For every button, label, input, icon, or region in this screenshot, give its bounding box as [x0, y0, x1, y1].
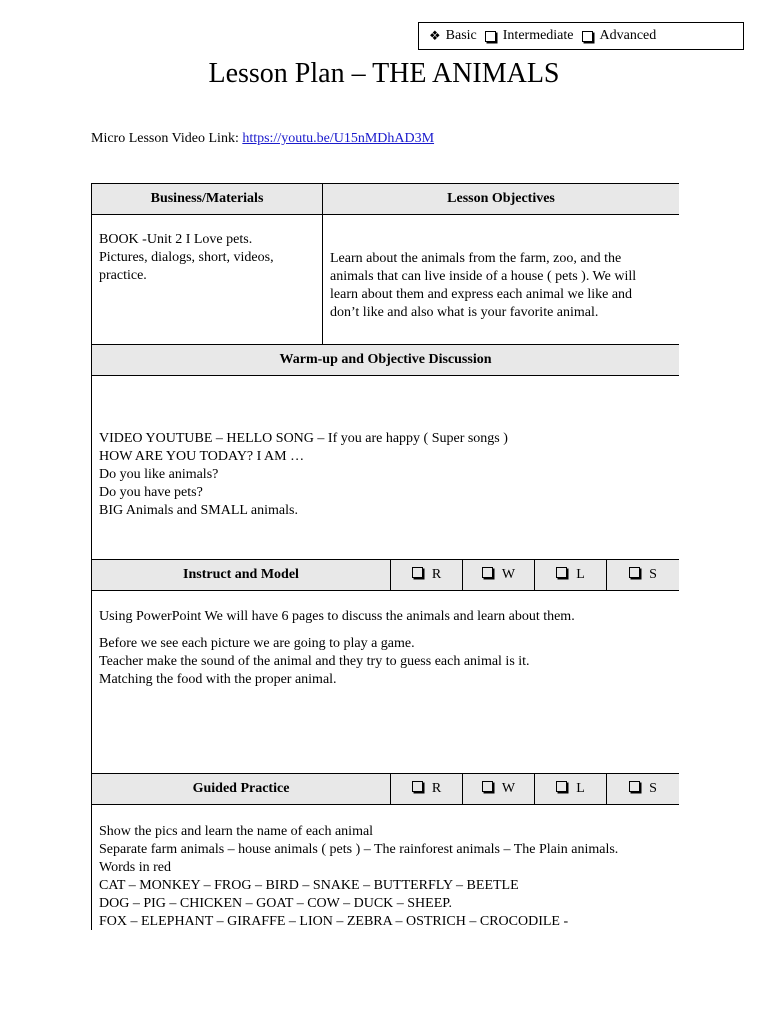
checkbox-icon[interactable]	[629, 781, 640, 792]
skill-label: S	[649, 781, 657, 796]
page-title: Lesson Plan – THE ANIMALS	[208, 58, 560, 89]
text-line: Using PowerPoint We will have 6 pages to discuss the animals and learn about them.	[99, 609, 575, 624]
skill-label: R	[431, 781, 442, 796]
skill-listening-checkbox[interactable]	[535, 774, 607, 805]
guided-text	[92, 805, 679, 930]
text-line: DOG – PIG – CHICKEN – GOAT – COW – DUCK – SHEEP.	[99, 896, 453, 911]
proficiency-level-selector	[418, 22, 744, 50]
skill-label: S	[649, 567, 657, 582]
skill-reading-checkbox[interactable]	[391, 774, 463, 805]
text-line: Words in red	[99, 860, 171, 875]
checkbox-icon[interactable]	[556, 781, 567, 792]
micro-lesson-label: Micro Lesson Video Link:	[91, 131, 243, 146]
text-line: Before we see each picture we are going to play a game.	[99, 636, 415, 651]
objectives-cell	[323, 215, 680, 345]
text-line: BIG Animals and SMALL animals.	[99, 503, 298, 518]
text-line: animals that can live inside of a house ( pets ). We will	[330, 269, 637, 284]
skill-label: W	[501, 781, 516, 796]
skill-label: L	[576, 567, 585, 582]
skill-speaking-checkbox[interactable]	[607, 774, 680, 805]
text-line: FOX – ELEPHANT – GIRAFFE – LION – ZEBRA – OSTRICH – CROCODILE -	[99, 914, 569, 929]
text-line: don’t like and also what is your favorite animal.	[330, 305, 599, 320]
checkbox-icon[interactable]	[629, 567, 640, 578]
checkbox-icon[interactable]	[582, 31, 593, 42]
text-line: Matching the food with the proper animal.	[99, 672, 337, 687]
text-line: Pictures, dialogs, short, videos,	[99, 250, 274, 265]
materials-text	[92, 215, 322, 289]
level-advanced[interactable]: Advanced	[599, 28, 657, 43]
text-line: learn about them and express each animal we like and	[330, 287, 633, 302]
text-line: CAT – MONKEY – FROG – BIRD – SNAKE – BUTTERFLY – BEETLE	[99, 878, 519, 893]
text-line: Separate farm animals – house animals ( pets ) – The rainforest animals – The Plain animals.	[99, 842, 619, 857]
video-link[interactable]: https://youtu.be/U15nMDhAD3M	[242, 131, 435, 146]
skill-listening-checkbox[interactable]	[535, 560, 607, 591]
guided-cell	[92, 805, 680, 931]
text-line: Do you like animals?	[99, 467, 219, 482]
text-line: practice.	[99, 268, 147, 283]
skill-reading-checkbox[interactable]	[391, 560, 463, 591]
instruct-text	[92, 591, 679, 693]
text-line	[99, 626, 672, 635]
text-line: BOOK -Unit 2 I Love pets.	[99, 232, 253, 247]
materials-header: Business/Materials	[92, 184, 323, 215]
checkbox-icon[interactable]	[412, 781, 423, 792]
warmup-text	[92, 376, 679, 524]
micro-lesson-link-line	[91, 131, 434, 147]
checkbox-icon[interactable]	[482, 567, 493, 578]
lesson-plan-table	[91, 183, 679, 930]
skill-label: W	[501, 567, 516, 582]
materials-cell	[92, 215, 323, 345]
skill-label: R	[431, 567, 442, 582]
level-basic[interactable]: Basic	[445, 28, 477, 43]
text-line: Show the pics and learn the name of each animal	[99, 824, 374, 839]
skill-writing-checkbox[interactable]	[463, 560, 535, 591]
text-line: Teacher make the sound of the animal and they try to guess each animal is it.	[99, 654, 530, 669]
level-intermediate[interactable]: Intermediate	[502, 28, 574, 43]
text-line: HOW ARE YOU TODAY? I AM …	[99, 449, 305, 464]
skill-writing-checkbox[interactable]	[463, 774, 535, 805]
text-line: VIDEO YOUTUBE – HELLO SONG – If you are happy ( Super songs )	[99, 431, 508, 446]
text-line: Learn about the animals from the farm, zoo, and the	[330, 251, 622, 266]
diamond-bullet-icon: ❖	[429, 28, 441, 43]
checkbox-icon[interactable]	[482, 781, 493, 792]
instruct-header: Instruct and Model	[92, 560, 391, 591]
text-line: Do you have pets?	[99, 485, 203, 500]
warmup-header: Warm-up and Objective Discussion	[92, 345, 680, 376]
guided-header: Guided Practice	[92, 774, 391, 805]
checkbox-icon[interactable]	[556, 567, 567, 578]
checkbox-icon[interactable]	[412, 567, 423, 578]
skill-label: L	[576, 781, 585, 796]
objectives-header: Lesson Objectives	[323, 184, 680, 215]
skill-speaking-checkbox[interactable]	[607, 560, 680, 591]
objectives-text	[323, 215, 679, 326]
instruct-cell	[92, 591, 680, 774]
warmup-cell	[92, 376, 680, 560]
checkbox-icon[interactable]	[485, 31, 496, 42]
